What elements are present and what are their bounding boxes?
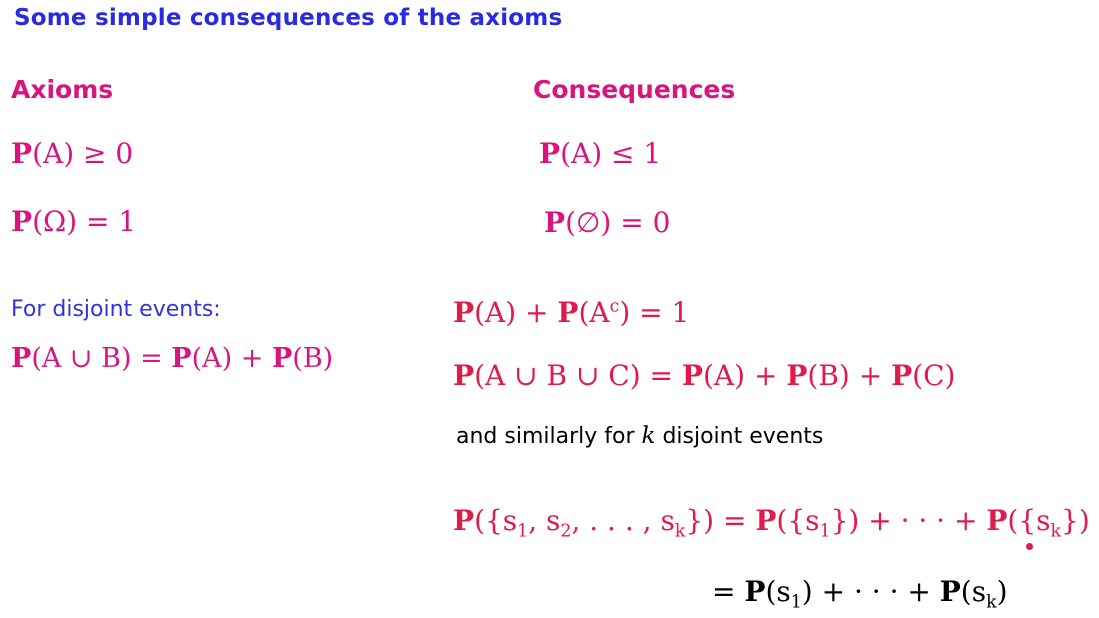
prob-operator: P xyxy=(891,359,913,392)
consequence-complement xyxy=(453,296,689,329)
note-text: disjoint events xyxy=(655,424,824,449)
disjoint-events-label: For disjoint events: xyxy=(11,297,221,322)
prob-operator: P xyxy=(744,575,766,608)
formula-text: }) = xyxy=(685,504,756,537)
formula-text: ) xyxy=(996,575,1008,608)
formula-text: (A ∪ B) = xyxy=(31,343,172,374)
consequence-finite-set-simplified xyxy=(712,575,1008,613)
prob-operator: P xyxy=(786,359,808,392)
k-variable: k xyxy=(641,423,656,449)
formula-text: ) = 1 xyxy=(619,296,690,329)
consequence-empty-set xyxy=(544,206,670,239)
prob-operator: P xyxy=(11,137,33,170)
subscript: 2 xyxy=(560,521,572,542)
prob-operator: P xyxy=(453,296,475,329)
formula-text: (A) + xyxy=(191,343,272,374)
prob-operator: P xyxy=(453,359,475,392)
consequence-three-sets xyxy=(453,359,955,392)
formula-text: (Ω) = 1 xyxy=(32,205,137,238)
formula-text: }) xyxy=(1061,504,1090,537)
complement-superscript: c xyxy=(609,296,620,317)
prob-operator: P xyxy=(544,206,566,239)
formula-text: , . . . , s xyxy=(571,504,675,537)
prob-operator: P xyxy=(11,343,32,374)
formula-text: (∅) = 0 xyxy=(565,206,671,239)
subscript: 1 xyxy=(819,521,831,542)
formula-text: , s xyxy=(528,504,561,537)
formula-text: ({s xyxy=(474,504,518,537)
formula-text: (A) ≤ 1 xyxy=(560,137,662,170)
consequence-finite-set xyxy=(453,504,1090,542)
consequences-heading: Consequences xyxy=(533,75,736,104)
prob-operator: P xyxy=(755,504,777,537)
formula-text: (A) ≥ 0 xyxy=(32,137,134,170)
laser-pointer-dot xyxy=(1026,543,1033,550)
formula-text: ({s xyxy=(1007,504,1051,537)
prob-operator: P xyxy=(539,137,561,170)
formula-text: }) + · · · + xyxy=(830,504,987,537)
axiom-normalization xyxy=(11,205,136,238)
prob-operator: P xyxy=(171,343,192,374)
note-text: and similarly for xyxy=(456,424,642,449)
prob-operator: P xyxy=(681,359,703,392)
formula-text: (s xyxy=(960,575,987,608)
prob-operator: P xyxy=(986,504,1008,537)
prob-operator: P xyxy=(939,575,961,608)
prob-operator: P xyxy=(11,205,33,238)
prob-operator: P xyxy=(557,296,579,329)
subscript: k xyxy=(1050,521,1062,542)
formula-text: (A ∪ B ∪ C) = xyxy=(474,359,682,392)
consequence-upper-bound xyxy=(539,137,661,170)
formula-text: (B) + xyxy=(807,359,892,392)
subscript: 1 xyxy=(790,592,802,613)
formula-text: (A) + xyxy=(702,359,787,392)
slide-title: Some simple consequences of the axioms xyxy=(14,5,563,31)
k-disjoint-note xyxy=(456,423,823,449)
axiom-nonnegativity xyxy=(11,137,133,170)
axioms-heading: Axioms xyxy=(11,75,114,104)
formula-text: = xyxy=(712,575,745,608)
formula-text: (s xyxy=(765,575,791,608)
subscript: k xyxy=(986,592,997,613)
axiom-additivity xyxy=(11,343,333,374)
prob-operator: P xyxy=(271,343,293,374)
formula-text: (B) xyxy=(292,343,334,374)
formula-text: (A) + xyxy=(474,296,558,329)
subscript: k xyxy=(674,521,686,542)
formula-text: (C) xyxy=(912,359,956,392)
prob-operator: P xyxy=(453,504,475,537)
formula-text: ({s xyxy=(776,504,820,537)
subscript: 1 xyxy=(517,521,529,542)
formula-text: ) + · · · + xyxy=(801,575,940,608)
formula-text: (A xyxy=(578,296,610,329)
